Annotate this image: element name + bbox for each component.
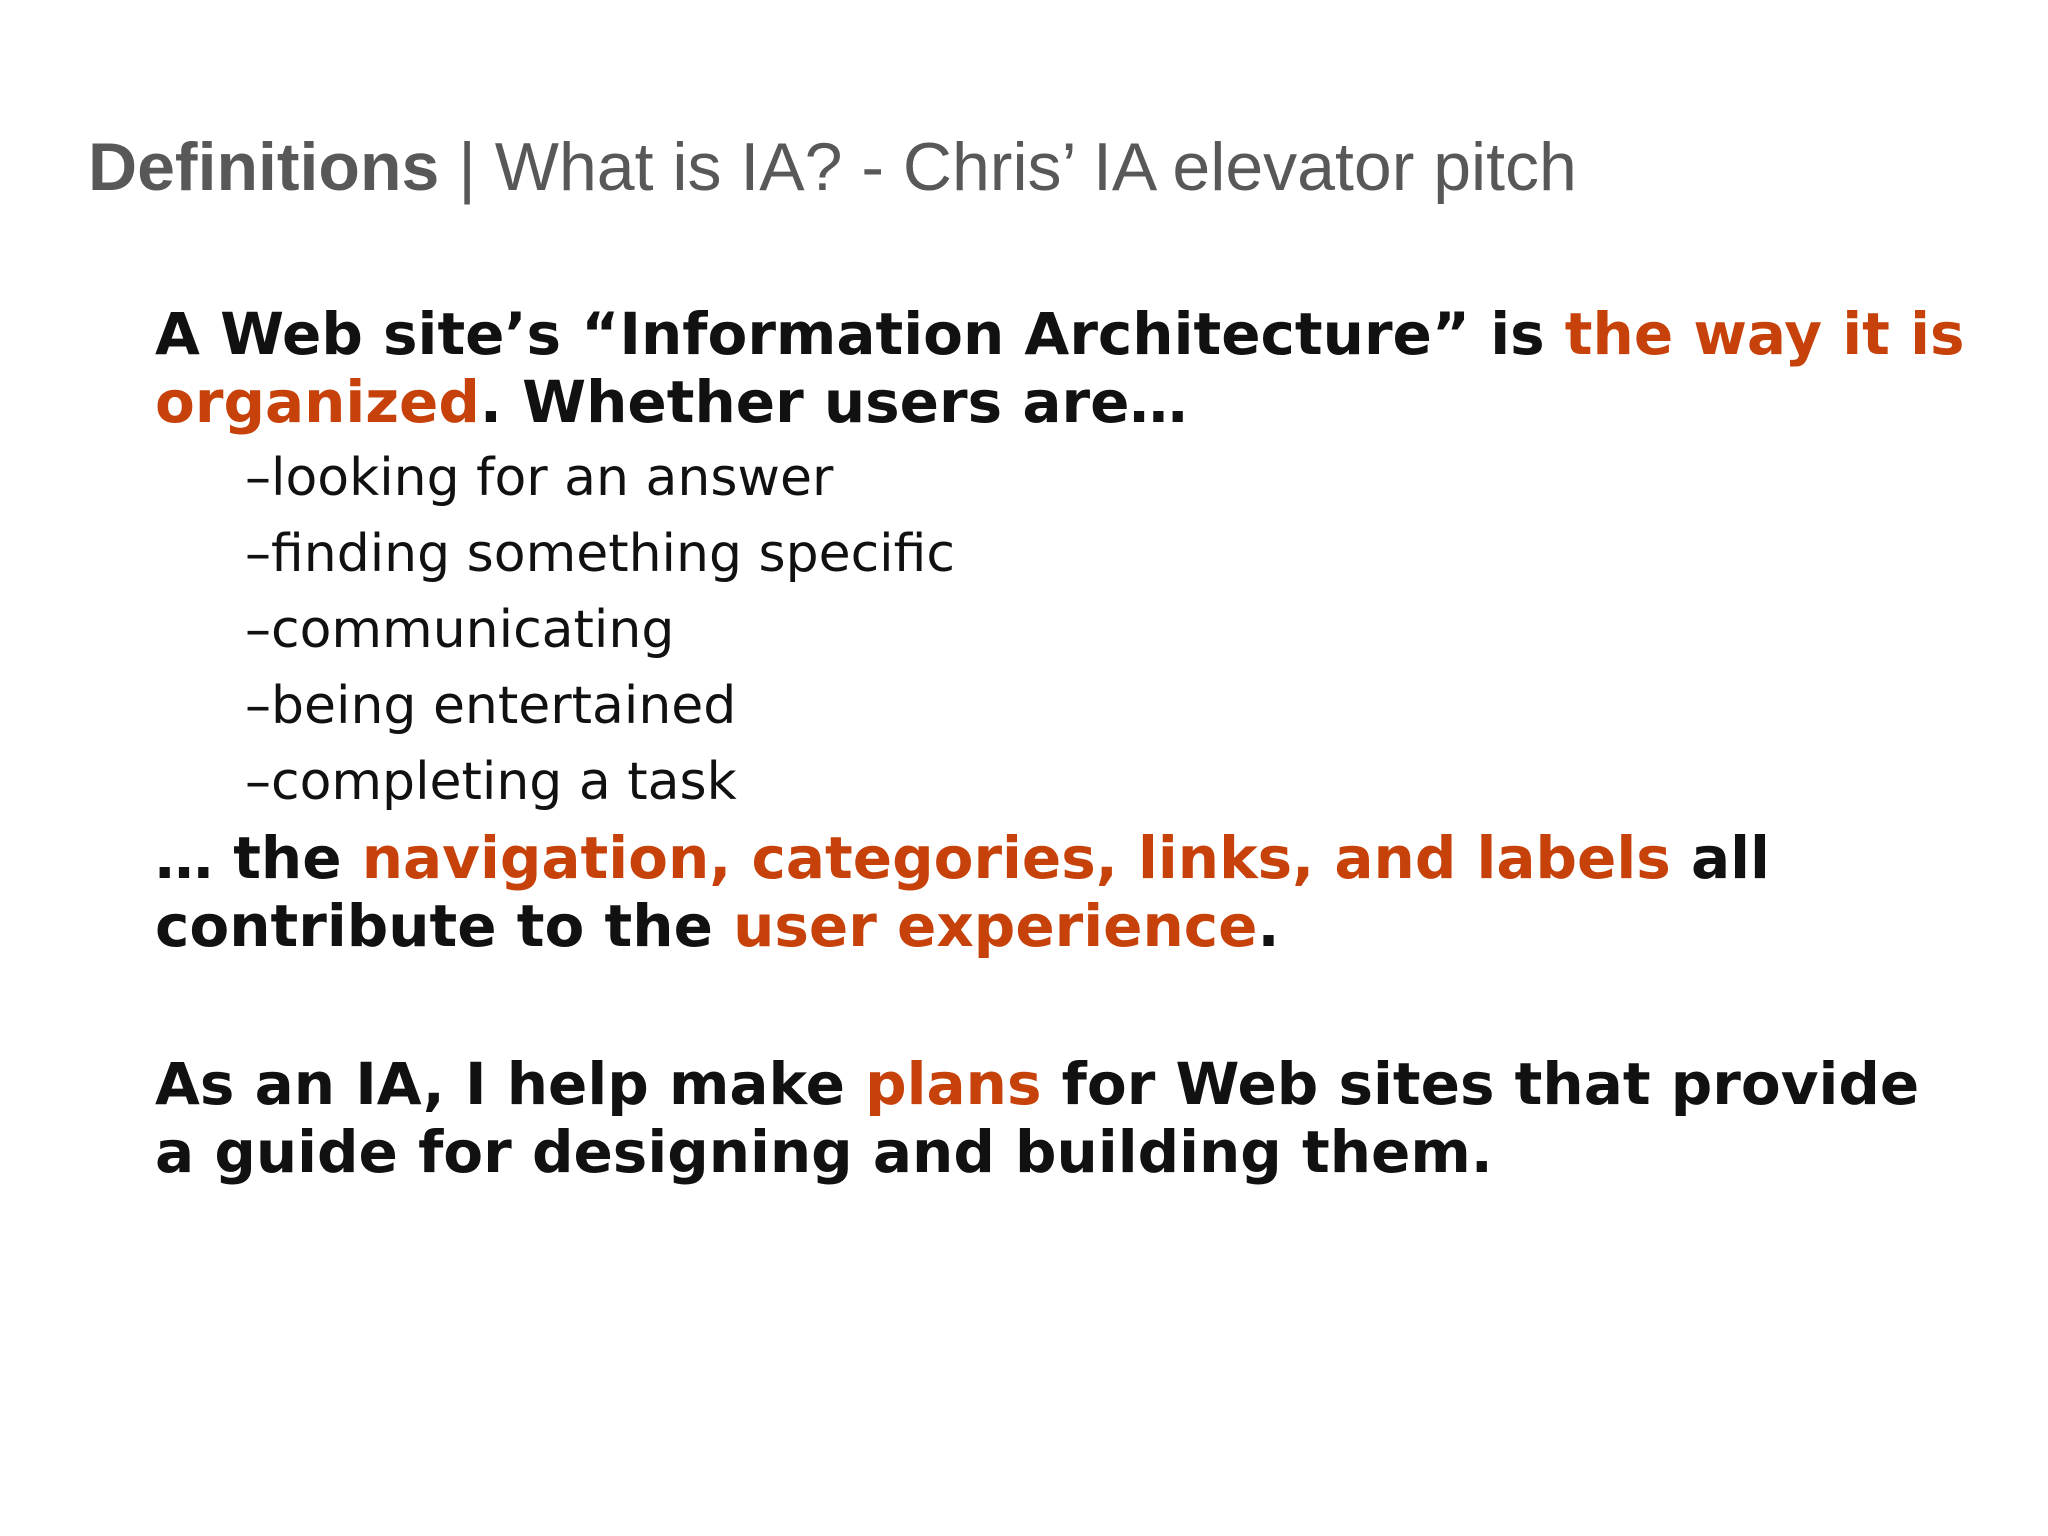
slide-body xyxy=(155,300,1975,1186)
paragraph-spacer xyxy=(155,960,1975,1050)
contribution-highlight-ux: user experience xyxy=(733,892,1258,960)
list-item: –communicating xyxy=(245,600,675,660)
list-item: –completing a task xyxy=(245,752,737,812)
contribution-highlight-elements: navigation, categories, links, and labels xyxy=(361,824,1671,892)
title-bold: Definitions xyxy=(88,129,440,205)
contribution-paragraph xyxy=(155,824,1975,960)
list-item: –being entertained xyxy=(245,676,737,736)
slide-title xyxy=(88,122,1577,212)
title-separator: | xyxy=(439,129,495,205)
contribution-text-end: . xyxy=(1257,892,1280,960)
ia-definition-paragraph xyxy=(155,300,1975,436)
contribution-text-start: … the xyxy=(155,824,362,892)
ia-role-text-end: for Web sites that provide a guide for designing and building them. xyxy=(155,1050,1920,1186)
user-goals-list xyxy=(245,440,1975,820)
title-rest: What is IA? - Chris’ IA elevator pitch xyxy=(494,129,1577,205)
ia-definition-text-end: . Whether users are… xyxy=(479,368,1188,436)
ia-definition-text: A Web site’s “Information Architecture” is xyxy=(155,300,1565,368)
ia-role-highlight: plans xyxy=(865,1050,1042,1118)
ia-role-text-start: As an IA, I help make xyxy=(155,1050,866,1118)
contribution-text-middle: all contribute to the xyxy=(155,824,1770,960)
ia-definition-highlight: the way it is organized xyxy=(155,300,1965,436)
list-item: –looking for an answer xyxy=(245,448,834,508)
ia-role-paragraph xyxy=(155,1050,1975,1186)
list-item: –finding something specific xyxy=(245,524,955,584)
